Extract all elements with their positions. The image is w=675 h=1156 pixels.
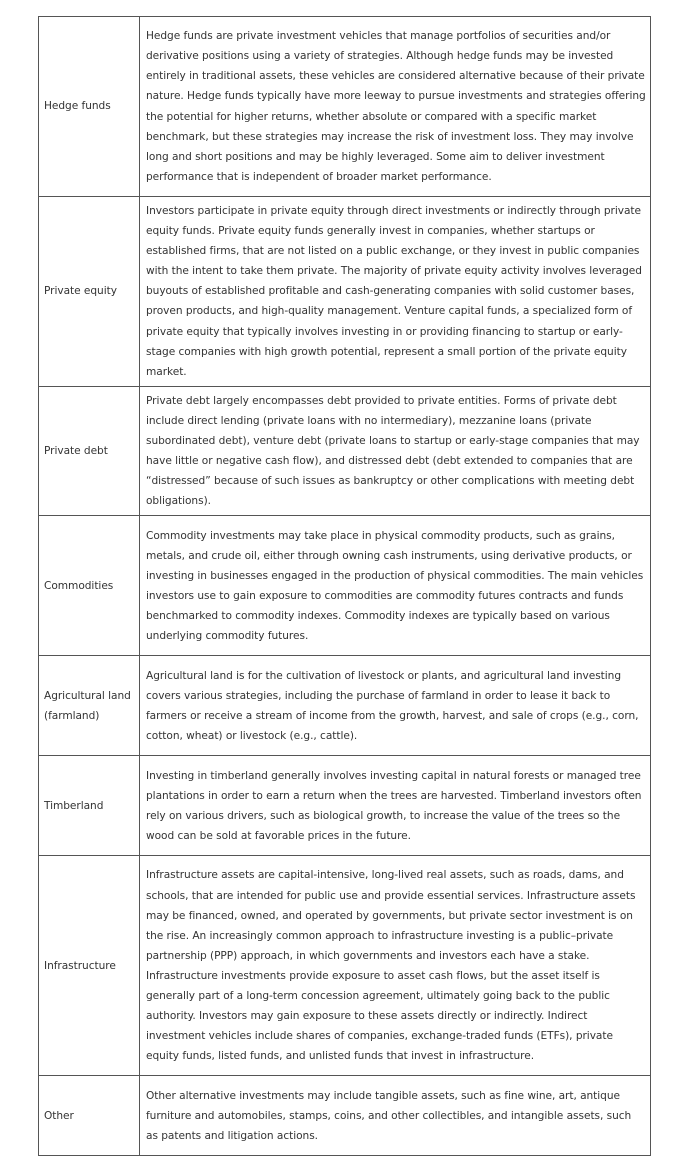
table-row [39, 386, 651, 516]
term-cell: Agricultural land (farmland) [39, 656, 140, 756]
description-cell: Investors participate in private equity through direct investments or indirectly through private equity funds. Private equity funds generally invest in companies, whether startups or established firms, that are not listed on a public exchange, or they invest in public companies with the intent to take them private. The majority of private equity activity involves leveraged buyouts of established profitable and cash-generating companies with solid customer bases, proven products, and high-quality management. Venture capital funds, a specialized form of private equity that typically involves investing in or providing financing to startup or early-stage companies with high growth potential, represent a small portion of the private equity market. [140, 197, 651, 387]
term-cell: Commodities [39, 516, 140, 656]
description-cell: Agricultural land is for the cultivation of livestock or plants, and agricultural land investing covers various strategies, including the purchase of farmland in order to lease it back to farmers or receive a stream of income from the growth, harvest, and sale of crops (e.g., corn, cotton, wheat) or livestock (e.g., cattle). [140, 656, 651, 756]
table-row [39, 756, 651, 856]
description-cell: Private debt largely encompasses debt provided to private entities. Forms of private debt include direct lending (private loans with no intermediary), mezzanine loans (private subordinated debt), venture debt (private loans to startup or early-stage companies that may have little or negative cash flow), and distressed debt (debt extended to companies that are “distressed” because of such issues as bankruptcy or other complications with meeting debt obligations). [140, 386, 651, 516]
description-cell: Investing in timberland generally involves investing capital in natural forests or managed tree plantations in order to earn a return when the trees are harvested. Timberland investors often rely on various drivers, such as biological growth, to increase the value of the trees so the wood can be sold at favorable prices in the future. [140, 756, 651, 856]
description-cell: Commodity investments may take place in physical commodity products, such as grains, metals, and crude oil, either through owning cash instruments, using derivative products, or investing in businesses engaged in the production of physical commodities. The main vehicles investors use to gain exposure to commodities are commodity futures contracts and funds benchmarked to commodity indexes. Commodity indexes are typically based on various underlying commodity futures. [140, 516, 651, 656]
term-cell: Other [39, 1076, 140, 1156]
term-cell: Private equity [39, 197, 140, 387]
table-row [39, 856, 651, 1076]
description-cell: Other alternative investments may include tangible assets, such as fine wine, art, antique furniture and automobiles, stamps, coins, and other collectibles, and intangible assets, such as patents and litigation actions. [140, 1076, 651, 1156]
description-cell: Hedge funds are private investment vehicles that manage portfolios of securities and/or derivative positions using a variety of strategies. Although hedge funds may be invested entirely in traditional assets, these vehicles are considered alternative because of their private nature. Hedge funds typically have more leeway to pursue investments and strategies offering the potential for higher returns, whether absolute or compared with a specific market benchmark, but these strategies may increase the risk of investment loss. They may involve long and short positions and may be highly leveraged. Some aim to deliver investment performance that is independent of broader market performance. [140, 17, 651, 197]
alternative-investments-table [38, 16, 651, 1156]
term-cell: Private debt [39, 386, 140, 516]
table-row [39, 17, 651, 197]
table-row [39, 197, 651, 387]
table-row [39, 1076, 651, 1156]
description-cell: Infrastructure assets are capital-intensive, long-lived real assets, such as roads, dams, and schools, that are intended for public use and provide essential services. Infrastructure assets may be financed, owned, and operated by governments, but private sector investment is on the rise. An increasingly common approach to infrastructure investing is a public–private partnership (PPP) approach, in which governments and investors each have a stake. Infrastructure investments provide exposure to asset cash flows, but the asset itself is generally part of a long-term concession agreement, ultimately going back to the public authority. Investors may gain exposure to these assets directly or indirectly. Indirect investment vehicles include shares of companies, exchange-traded funds (ETFs), private equity funds, listed funds, and unlisted funds that invest in infrastructure. [140, 856, 651, 1076]
term-cell: Hedge funds [39, 17, 140, 197]
table-row [39, 516, 651, 656]
term-cell: Timberland [39, 756, 140, 856]
table-row [39, 656, 651, 756]
term-cell: Infrastructure [39, 856, 140, 1076]
